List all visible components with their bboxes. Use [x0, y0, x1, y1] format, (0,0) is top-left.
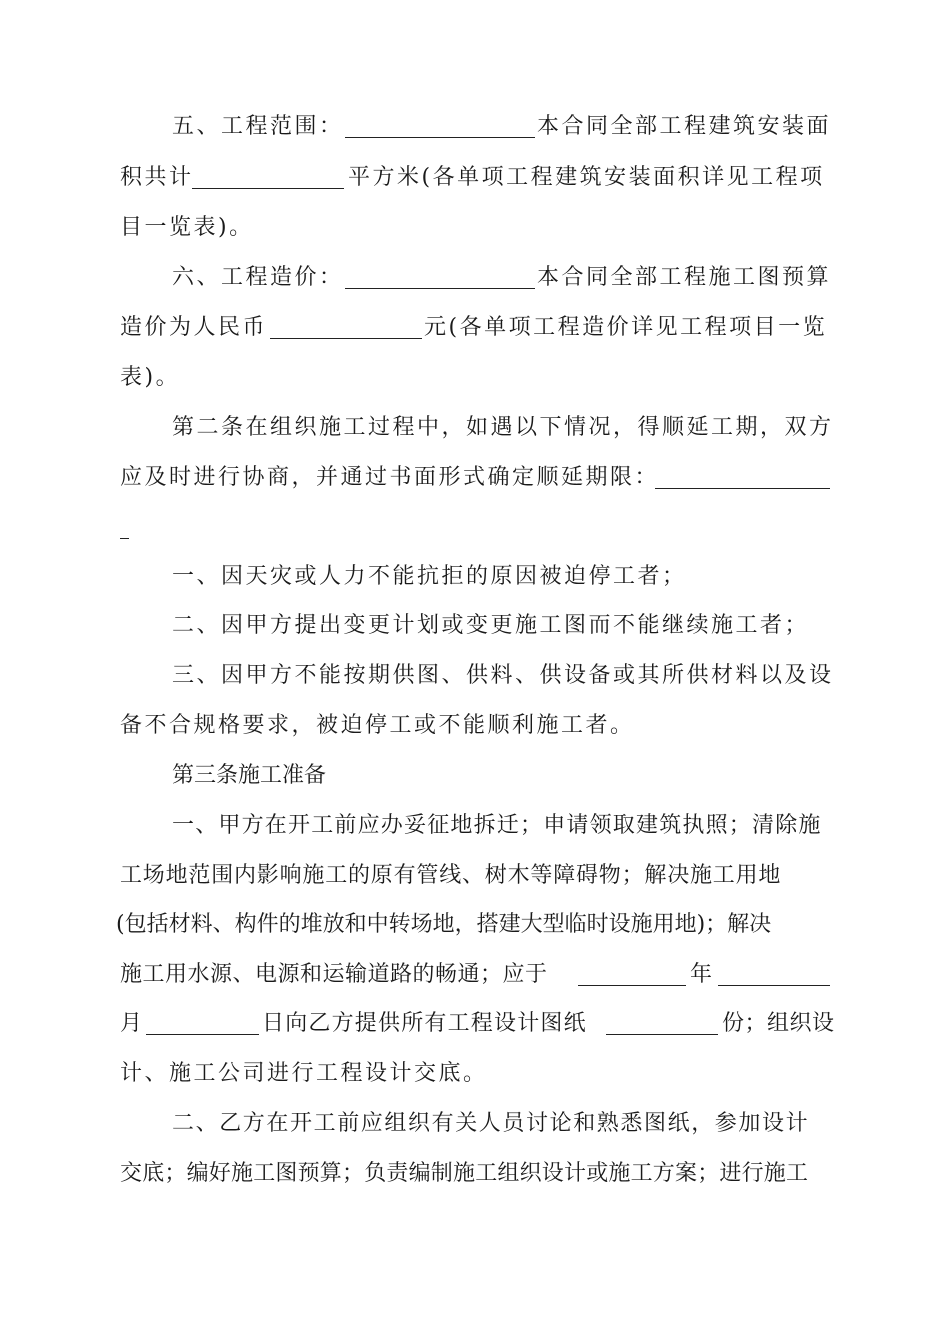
- text-line: [0, 304, 950, 352]
- fill-blank[interactable]: [578, 985, 686, 986]
- text-line: [0, 154, 950, 202]
- fill-blank[interactable]: [655, 488, 830, 489]
- text-line: [0, 504, 950, 552]
- text-segment: (包括材料、构件的堆放和中转场地，搭建大型临时设施用地)；解决: [116, 912, 772, 937]
- text-segment: 五、工程范围：: [172, 114, 344, 139]
- text-segment: 工场地范围内影响施工的原有管线、树木等障碍物；解决施工用地: [120, 863, 782, 888]
- text-line: [0, 802, 950, 850]
- text-line: [0, 354, 950, 402]
- text-line: [0, 404, 950, 452]
- fill-blank[interactable]: [345, 137, 535, 138]
- text-line: [0, 553, 950, 601]
- text-segment: 第二条在组织施工过程中，如遇以下情况，得顺延工期，双方: [172, 415, 834, 440]
- text-line: [0, 454, 950, 502]
- text-segment: 计、施工公司进行工程设计交底。: [120, 1061, 488, 1086]
- text-segment: 本合同全部工程施工图预算: [537, 265, 832, 290]
- text-line: [0, 652, 950, 700]
- text-line: [0, 254, 950, 302]
- fill-blank[interactable]: [192, 188, 344, 189]
- text-segment: 表)。: [120, 365, 181, 390]
- text-segment: 一、甲方在开工前应办妥征地拆迁；申请领取建筑执照；清除施: [172, 813, 822, 838]
- fill-blank[interactable]: [270, 338, 422, 339]
- section-heading: [0, 752, 950, 800]
- text-segment: 二、因甲方提出变更计划或变更施工图而不能继续施工者；: [172, 613, 810, 638]
- text-line: [0, 602, 950, 650]
- text-segment: 交底；编好施工图预算；负责编制施工组织设计或施工方案；进行施工: [120, 1161, 809, 1186]
- text-line: [0, 103, 950, 151]
- text-line: [0, 204, 950, 252]
- text-line: [0, 1150, 950, 1198]
- text-line: [0, 852, 950, 900]
- text-segment: 目一览表)。: [120, 215, 254, 240]
- fill-blank-continuation: [120, 538, 129, 539]
- text-segment: 应及时进行协商，并通过书面形式确定顺延期限：: [120, 465, 660, 490]
- text-segment: 月: [120, 1011, 145, 1036]
- text-segment: 三、因甲方不能按期供图、供料、供设备或其所供材料以及设: [172, 663, 834, 688]
- text-segment: 元(各单项工程造价详见工程项目一览: [424, 315, 828, 340]
- text-segment: 积共计: [120, 165, 194, 190]
- text-segment: 平方米(各单项工程建筑安装面积详见工程项: [348, 165, 825, 190]
- text-line: [0, 702, 950, 750]
- text-segment: 备不合规格要求，被迫停工或不能顺利施工者。: [120, 713, 635, 738]
- fill-blank[interactable]: [345, 288, 535, 289]
- text-segment: 二、乙方在开工前应组织有关人员讨论和熟悉图纸，参加设计: [172, 1111, 810, 1136]
- text-segment: 年: [690, 962, 715, 987]
- text-line: [0, 901, 950, 949]
- text-segment: 日向乙方提供所有工程设计图纸: [262, 1011, 587, 1036]
- text-segment: 本合同全部工程建筑安装面: [537, 114, 832, 139]
- fill-blank[interactable]: [146, 1034, 259, 1035]
- fill-blank[interactable]: [718, 985, 830, 986]
- fill-blank[interactable]: [606, 1034, 718, 1035]
- text-segment: 六、工程造价：: [172, 265, 344, 290]
- text-segment: 造价为人民币: [120, 315, 268, 340]
- text-line: [0, 1050, 950, 1098]
- text-line: [0, 1000, 950, 1048]
- text-segment: 一、因天灾或人力不能抗拒的原因被迫停工者；: [172, 564, 687, 589]
- text-line: [0, 1100, 950, 1148]
- text-line: [0, 951, 950, 999]
- text-segment: 施工用水源、电源和运输道路的畅通；应于: [120, 962, 548, 987]
- text-segment: 份；组织设: [722, 1011, 835, 1036]
- text-segment: 第三条施工准备: [172, 763, 327, 788]
